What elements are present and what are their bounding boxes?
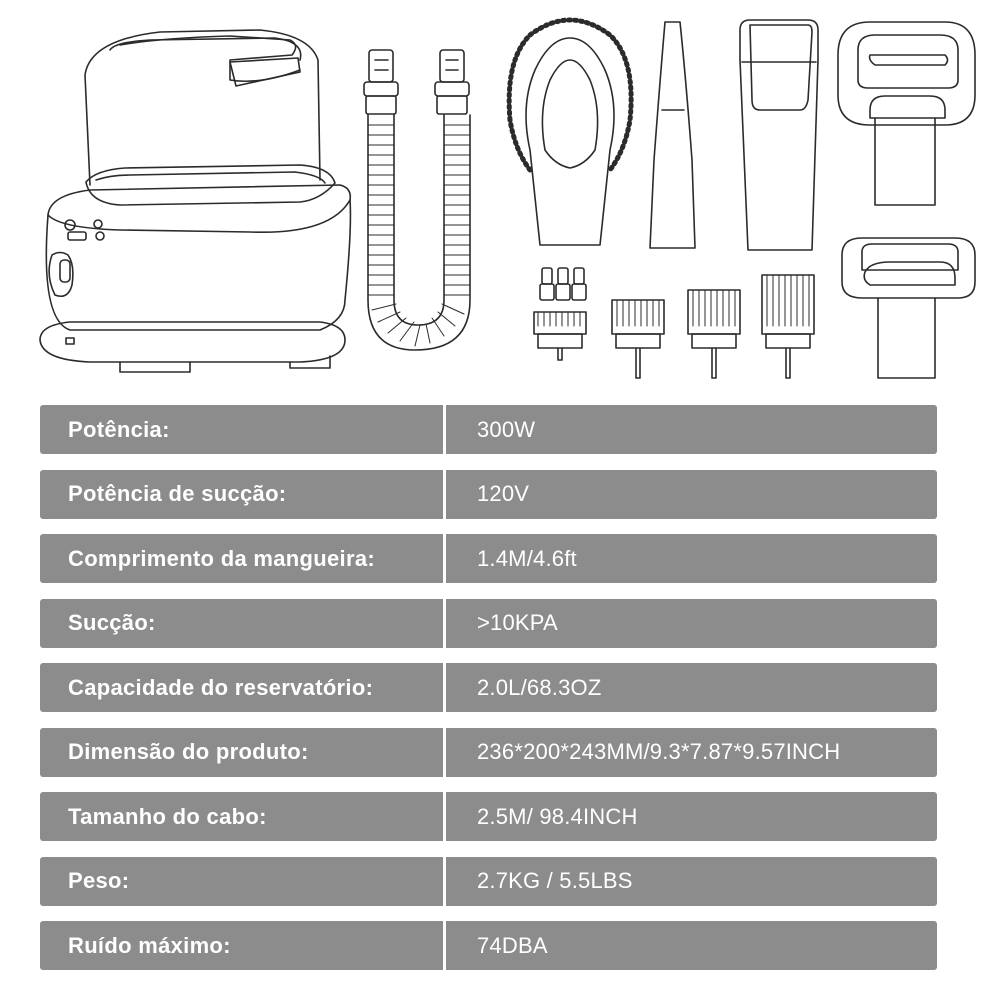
spec-label: Comprimento da mangueira: bbox=[68, 545, 375, 571]
spec-row bbox=[40, 728, 937, 777]
spec-row bbox=[40, 599, 937, 648]
spec-value: 120V bbox=[477, 481, 530, 506]
spec-value: 236*200*243MM/9.3*7.87*9.57INCH bbox=[477, 739, 841, 764]
spec-row bbox=[40, 921, 937, 970]
main-unit-image bbox=[40, 30, 350, 372]
spec-value: 300W bbox=[477, 416, 536, 442]
spec-row bbox=[40, 792, 937, 841]
spec-value: 2.7KG / 5.5LBS bbox=[477, 868, 633, 893]
spec-label: Peso: bbox=[68, 868, 130, 893]
spec-value: 2.0L/68.3OZ bbox=[477, 674, 602, 700]
spec-table bbox=[40, 405, 937, 986]
spec-value: 2.5M/ 98.4INCH bbox=[477, 803, 638, 829]
spec-row bbox=[40, 405, 937, 454]
clipper-head-image bbox=[838, 22, 975, 205]
guide-combs-image bbox=[534, 268, 814, 378]
clipper-handle-image bbox=[842, 238, 975, 378]
spec-value: 1.4M/4.6ft bbox=[477, 545, 577, 571]
spec-label: Dimensão do produto: bbox=[68, 739, 309, 764]
spec-row bbox=[40, 470, 937, 519]
spec-label: Capacidade do reservatório: bbox=[68, 674, 374, 700]
spec-row bbox=[40, 857, 937, 906]
spec-value: 74DBA bbox=[477, 932, 548, 958]
spec-label: Ruído máximo: bbox=[68, 932, 231, 958]
spec-label: Sucção: bbox=[68, 610, 156, 635]
spec-row bbox=[40, 534, 937, 583]
hose-image bbox=[364, 50, 470, 350]
spec-label: Tamanho do cabo: bbox=[68, 803, 267, 829]
spec-label: Potência de sucção: bbox=[68, 481, 287, 506]
spec-row bbox=[40, 663, 937, 712]
slicker-brush-image bbox=[509, 20, 631, 245]
product-illustration bbox=[0, 0, 1000, 395]
wide-nozzle-image bbox=[740, 20, 818, 250]
crevice-nozzle-image bbox=[650, 22, 695, 248]
spec-label: Potência: bbox=[68, 416, 170, 442]
spec-value: >10KPA bbox=[477, 610, 558, 635]
